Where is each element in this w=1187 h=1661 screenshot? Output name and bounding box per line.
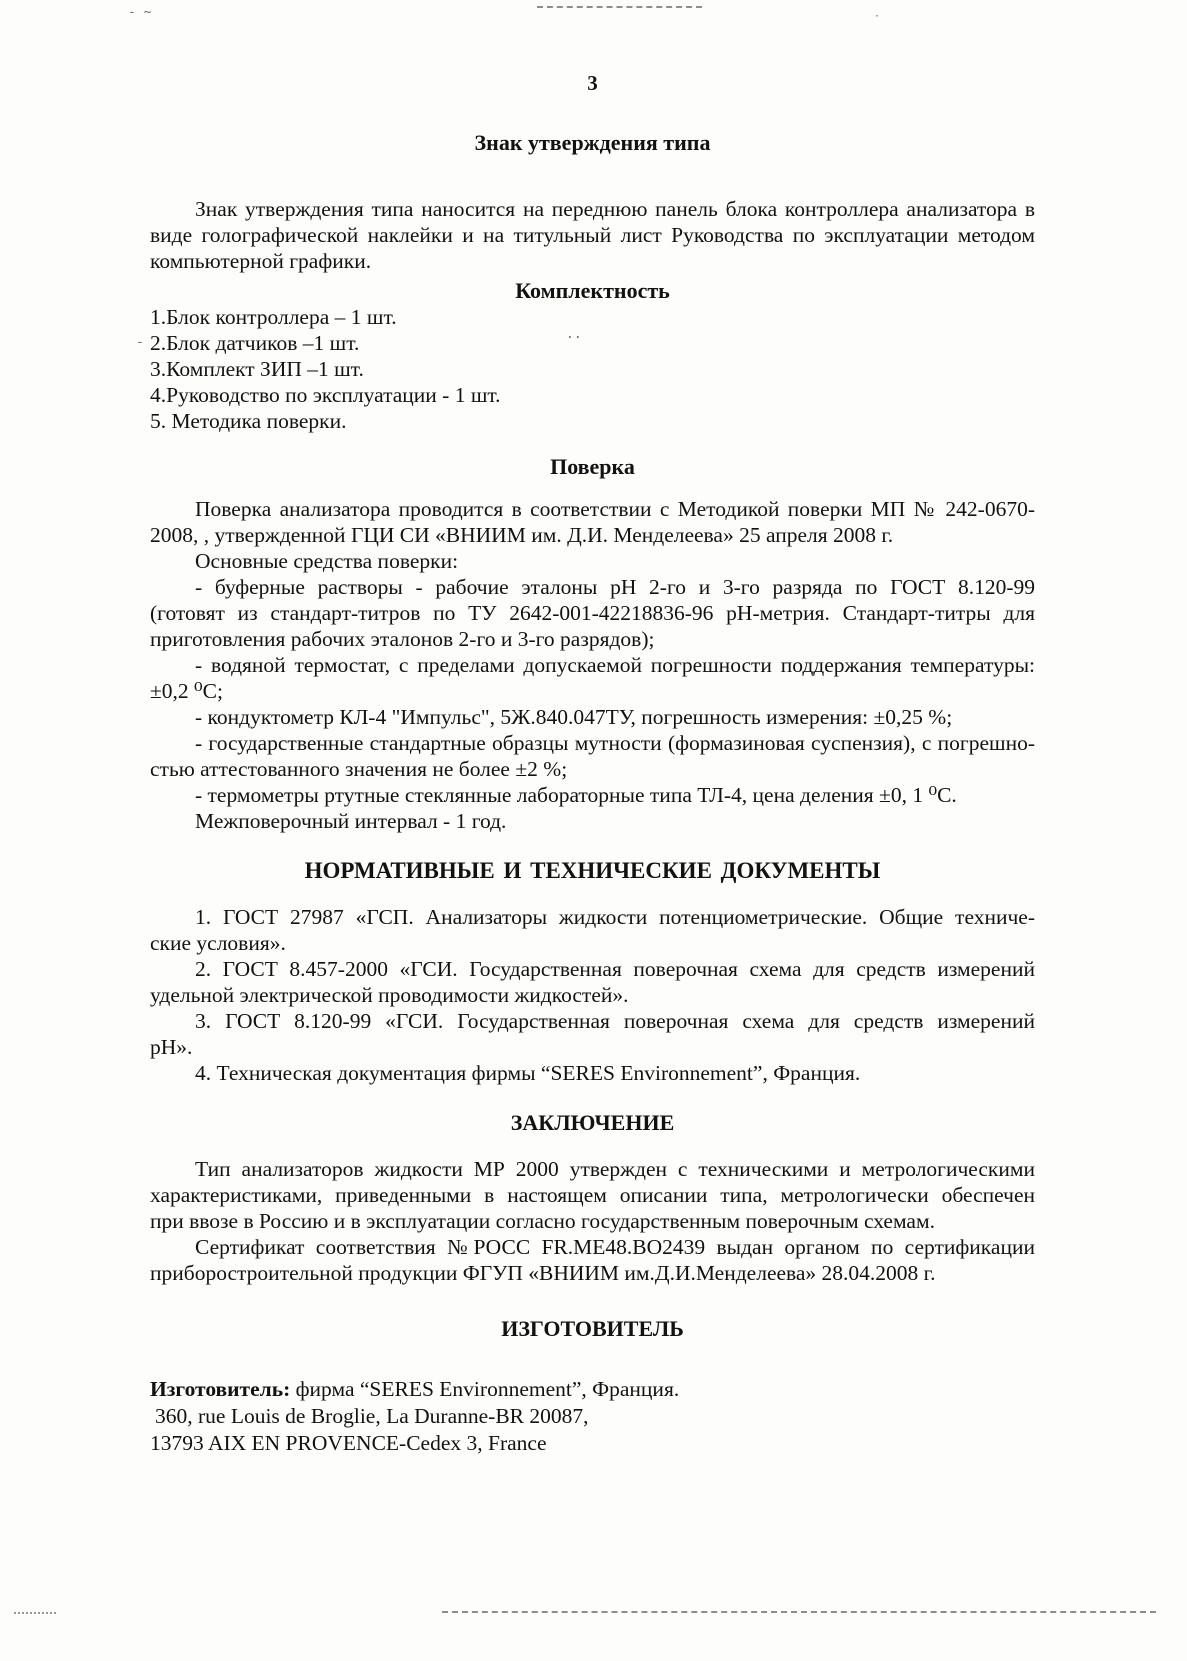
section-title-completeness: Комплектность — [515, 278, 670, 303]
text-line: - термометры ртутные стеклянные лабораторные типа ТЛ-4, цена деления ±0, 1 ⁰С. — [195, 783, 957, 807]
text-line: характеристиками, приведенными в настоящем описании типа, метрологически обеспечен — [150, 1183, 1035, 1207]
normative-docs-list — [150, 904, 1035, 1086]
manufacturer-address-line: 13793 AIX EN PROVENCE-Cedex 3, France — [150, 1431, 547, 1455]
text-line: 2008, , утвержденной ГЦИ СИ «ВНИИМ им. Д.И. Менделеева» 25 апреля 2008 г. — [150, 523, 894, 547]
manufacturer-address-line: 360, rue Louis de Broglie, La Duranne-BR 20087, — [155, 1404, 589, 1428]
text-line: Межповерочный интервал - 1 год. — [195, 809, 507, 833]
text-line: 1. ГОСТ 27987 «ГСП. Анализаторы жидкости потенциометрические. Общие техниче- — [195, 905, 1035, 929]
scan-artifact: - — [136, 335, 144, 350]
scan-artifact — [14, 1612, 56, 1614]
section-title-manufacturer: ИЗГОТОВИТЕЛЬ — [501, 1316, 684, 1341]
text-line: приготовления рабочих эталонов 2-го и 3-го разрядов); — [150, 627, 655, 651]
section-title-verification: Поверка — [550, 454, 635, 479]
manufacturer-label: Изготовитель: — [150, 1377, 291, 1401]
text-line: 4. Техническая документация фирмы “SERES Environnement”, Франция. — [195, 1061, 861, 1085]
text-line: удельной электрической проводимости жидкостей». — [150, 983, 629, 1007]
text-line: 2. ГОСТ 8.457-2000 «ГСИ. Государственная поверочная схема для средств измерений — [195, 957, 1035, 981]
manufacturer-firm: фирма “SERES Environnement”, Франция. — [290, 1377, 680, 1401]
scan-artifact: .. — [566, 327, 582, 342]
section-title-conclusion: ЗАКЛЮЧЕНИЕ — [510, 1110, 675, 1135]
verification-paragraphs — [150, 496, 1035, 834]
type-approval-paragraph — [150, 196, 1035, 274]
conclusion-paragraphs — [150, 1156, 1035, 1286]
text-line: рН». — [150, 1035, 193, 1059]
text-line: приборостроительной продукции ФГУП «ВНИИМ им.Д.И.Менделеева» 28.04.2008 г. — [150, 1261, 936, 1285]
completeness-list — [150, 304, 1035, 434]
text-line: Сертификат соответствия №РОСС FR.ME48.BO2439 выдан органом по сертификации — [195, 1235, 1035, 1259]
text-line: (готовят из стандарт-титров по ТУ 2642-001-42218836-96 рН-метрия. Стандарт-титры для — [150, 601, 1035, 625]
list-item: 5. Методика поверки. — [150, 409, 347, 433]
document-content — [150, 70, 1035, 1457]
text-line: Знак утверждения типа наносится на переднюю панель блока контроллера анализатора в — [195, 197, 1035, 221]
scan-artifact — [442, 1611, 1156, 1613]
list-item: 2.Блок датчиков –1 шт. — [150, 331, 360, 355]
text-line: - кондуктометр КЛ-4 "Импульс", 5Ж.840.047ТУ, погрешность измерения: ±0,25 %; — [195, 705, 953, 729]
text-line: Основные средства поверки: — [195, 549, 459, 573]
text-line: Тип анализаторов жидкости МР 2000 утвержден с техническими и метрологическими — [195, 1157, 1035, 1181]
text-line: Поверка анализатора проводится в соответствии с Методикой поверки МП № 242-0670- — [195, 497, 1035, 521]
text-line: - государственные стандартные образцы мутности (формазиновая суспензия), с погрешно- — [195, 731, 1035, 755]
text-line: ские условия». — [150, 931, 286, 955]
text-line: виде голографической наклейки и на титульный лист Руководства по эксплуатации методом — [150, 223, 1035, 247]
text-line: - буферные растворы - рабочие эталоны рН 2-го и 3-го разряда по ГОСТ 8.120-99 — [195, 575, 1035, 599]
list-item: 1.Блок контроллера – 1 шт. — [150, 305, 397, 329]
list-item: 3.Комплект ЗИП –1 шт. — [150, 357, 364, 381]
section-title-normative-docs: НОРМАТИВНЫЕ И ТЕХНИЧЕСКИЕ ДОКУМЕНТЫ — [304, 858, 881, 883]
text-line: 3. ГОСТ 8.120-99 «ГСИ. Государственная поверочная схема для средств измерений — [195, 1009, 1035, 1033]
scan-artifact — [537, 6, 702, 8]
scan-artifact: - ~ — [128, 5, 152, 20]
text-line: стью аттестованного значения не более ±2 %; — [150, 757, 568, 781]
manufacturer-block — [150, 1376, 1035, 1457]
list-item: 4.Руководство по эксплуатации - 1 шт. — [150, 383, 501, 407]
text-line: - водяной термостат, с пределами допускаемой погрешности поддержания температуры: — [195, 653, 1035, 677]
section-title-type-approval-mark: Знак утверждения типа — [474, 130, 711, 155]
page-number: 3 — [587, 71, 598, 95]
text-line: при ввозе в Россию и в эксплуатации согласно государственным поверочным схемам. — [150, 1209, 935, 1233]
text-line: компьютерной графики. — [150, 249, 372, 273]
scan-artifact: · — [874, 11, 881, 22]
text-line: ±0,2 ⁰С; — [150, 679, 223, 703]
manufacturer-line — [150, 1376, 1035, 1403]
